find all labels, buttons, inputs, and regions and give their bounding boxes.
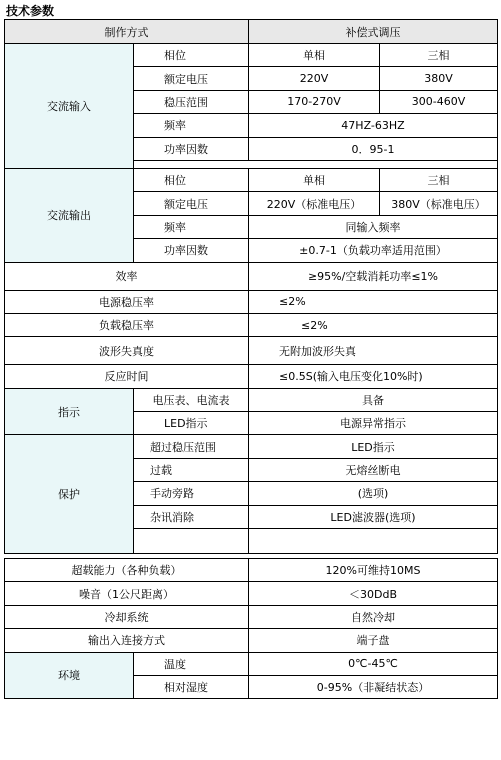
row-label: 输出入连接方式 (5, 629, 249, 652)
table-row (5, 44, 498, 67)
cell-value: 47HZ-63HZ (249, 114, 498, 137)
table-row (5, 559, 498, 582)
cell-value: 220V（标准电压） (249, 192, 380, 215)
row-label: 冷却系统 (5, 605, 249, 628)
row-label: 温度 (134, 652, 249, 675)
row-label: 超载能力（各种负载） (5, 559, 249, 582)
row-label: 功率因数 (134, 137, 249, 160)
row-label: 额定电压 (134, 192, 249, 215)
row-label: 噪音（1公尺距离） (5, 582, 249, 605)
ac-input-label: 交流输入 (5, 44, 134, 169)
row-label: 过载 (134, 458, 249, 481)
environment-label: 环境 (5, 652, 134, 699)
table-row (5, 605, 498, 628)
cell-value: ＜30DdB (249, 582, 498, 605)
table-row (5, 365, 498, 388)
table-row (5, 652, 498, 675)
row-label: 功率因数 (134, 239, 249, 262)
table-row (5, 290, 498, 313)
table-row (5, 629, 498, 652)
cell-value: 170-270V (249, 90, 380, 113)
spec-table (4, 19, 498, 699)
header-method: 制作方式 (5, 20, 249, 44)
table-row (5, 337, 498, 365)
indicator-label: 指示 (5, 388, 134, 435)
row-label: 超过稳压范围 (134, 435, 249, 458)
cell-value: ±0.7-1（负载功率适用范围） (249, 239, 498, 262)
cell-value: 0．95-1 (249, 137, 498, 160)
cell-value: 300-460V (380, 90, 498, 113)
cell-value: 端子盘 (249, 629, 498, 652)
cell-value: 同输入频率 (249, 215, 498, 238)
cell-value: 无附加波形失真 (249, 337, 498, 365)
cell-value: 无熔丝断电 (249, 458, 498, 481)
header-row (5, 20, 498, 44)
cell-value: 三相 (380, 44, 498, 67)
row-label: 电压表、电流表 (134, 388, 249, 411)
cell-value: ≤2% (249, 313, 498, 336)
cell-value: 380V（标准电压） (380, 192, 498, 215)
row-label: 波形失真度 (5, 337, 249, 365)
cell-value: 单相 (249, 44, 380, 67)
cell-value: 0-95%（非凝结状态） (249, 675, 498, 698)
cell-value: 电源异常指示 (249, 412, 498, 435)
row-label: 相位 (134, 168, 249, 191)
cell-value: ≤0.5S(输入电压变化10%时) (249, 365, 498, 388)
header-type: 补偿式调压 (249, 20, 498, 44)
cell-value: 220V (249, 67, 380, 90)
cell-value: LED滤波器(选项) (249, 505, 498, 528)
row-label: 额定电压 (134, 67, 249, 90)
protection-label: 保护 (5, 435, 134, 554)
row-label: 电源稳压率 (5, 290, 249, 313)
table-row (5, 262, 498, 290)
row-label: 相位 (134, 44, 249, 67)
row-label: 手动旁路 (134, 482, 249, 505)
cell-value: 0℃-45℃ (249, 652, 498, 675)
row-label: 负载稳压率 (5, 313, 249, 336)
row-label: 频率 (134, 114, 249, 137)
cell-value: 具备 (249, 388, 498, 411)
table-row (5, 313, 498, 336)
table-row (5, 582, 498, 605)
table-row (5, 435, 498, 458)
row-label: LED指示 (134, 412, 249, 435)
cell-value: ≥95%/空载消耗功率≤1% (249, 262, 498, 290)
ac-output-label: 交流输出 (5, 168, 134, 262)
row-label: 相对湿度 (134, 675, 249, 698)
cell-value: 三相 (380, 168, 498, 191)
cell-value: 单相 (249, 168, 380, 191)
row-label: 杂讯消除 (134, 505, 249, 528)
row-label: 频率 (134, 215, 249, 238)
row-label: 反应时间 (5, 365, 249, 388)
cell-value: ≤2% (249, 290, 498, 313)
table-row (5, 388, 498, 411)
cell-value: (选项) (249, 482, 498, 505)
row-label: 稳压范围 (134, 90, 249, 113)
row-label: 效率 (5, 262, 249, 290)
cell-value: 自然冷却 (249, 605, 498, 628)
cell-value: 380V (380, 67, 498, 90)
section-title: 技术参数 (6, 4, 55, 18)
cell-value: 120%可维持10MS (249, 559, 498, 582)
cell-value: LED指示 (249, 435, 498, 458)
table-row (5, 168, 498, 191)
